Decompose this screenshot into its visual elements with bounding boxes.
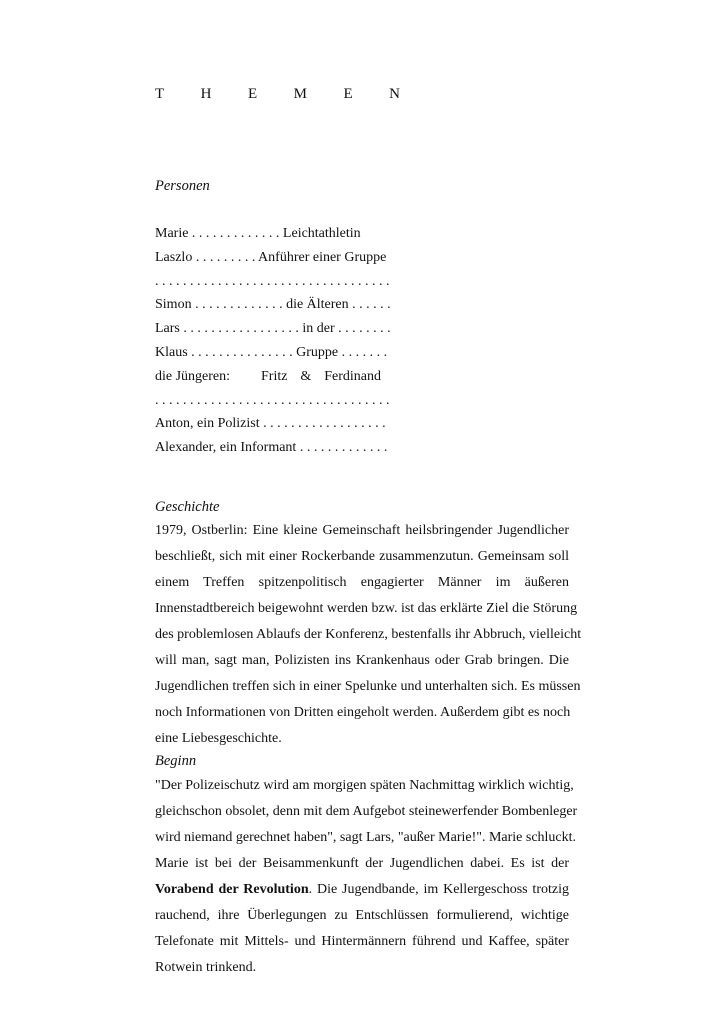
cast-name: Fritz	[261, 368, 288, 384]
document-title	[155, 86, 400, 103]
personen-heading: Personen	[155, 178, 210, 194]
paragraph-line: eine Liebesgeschichte.	[155, 731, 282, 746]
paragraph-line: rauchend, ihre Überlegungen zu Entschlüssen formulierend, wichtige	[155, 908, 569, 923]
title-letter: E	[343, 86, 353, 102]
cast-row: Laszlo . . . . . . . . . Anführer einer Gruppe	[155, 249, 387, 265]
paragraph-line: Rotwein trinkend.	[155, 960, 257, 975]
beginn-heading: Beginn	[155, 753, 197, 769]
paragraph-line: noch Informationen von Dritten eingeholt werden. Außerdem gibt es noch	[155, 705, 571, 720]
cast-row-juengeren	[155, 365, 381, 389]
paragraph-line: gleichschon obsolet, denn mit dem Aufgebot steinewerfender Bombenleger	[155, 804, 578, 819]
cast-row: . . . . . . . . . . . . . . . . . . . . . . . . . . . . . . . . . .	[155, 392, 390, 408]
paragraph-line: 1979, Ostberlin: Eine kleine Gemeinschaft heilsbringender Jugendlicher	[155, 523, 569, 538]
title-letter: N	[389, 86, 400, 102]
paragraph-line: "Der Polizeischutz wird am morgigen späten Nachmittag wirklich wichtig,	[155, 778, 574, 793]
paragraph-line: Innenstadtbereich beigewohnt werden bzw. ist das erklärte Ziel die Störung	[155, 601, 578, 616]
cast-label: die Jüngeren:	[155, 368, 231, 384]
paragraph-line: des problemlosen Ablaufs der Konferenz, bestenfalls ihr Abbruch, vielleicht	[155, 627, 582, 642]
geschichte-heading: Geschichte	[155, 499, 220, 515]
bold-phrase: Vorabend der Revolution	[155, 882, 309, 897]
paragraph-line: Marie ist bei der Beisammenkunft der Jugendlichen dabei. Es ist der	[155, 856, 569, 871]
cast-row: Anton, ein Polizist . . . . . . . . . . . . . . . . . .	[155, 416, 386, 432]
cast-row: Klaus . . . . . . . . . . . . . . . Gruppe . . . . . . .	[155, 344, 388, 360]
paragraph-line: beschließt, sich mit einer Rockerbande zusammenzutun. Gemeinsam soll	[155, 549, 569, 564]
paragraph-line-with-bold	[155, 877, 569, 903]
geschichte-paragraph	[155, 518, 582, 752]
cast-ampersand: &	[300, 368, 312, 384]
cast-row: Lars . . . . . . . . . . . . . . . . . in der . . . . . . . .	[155, 321, 391, 337]
cast-row: Alexander, ein Informant . . . . . . . . . . . . .	[155, 440, 388, 456]
paragraph-line: Telefonate mit Mittels- und Hintermännern führend und Kaffee, später	[155, 934, 569, 949]
title-letter: T	[155, 86, 165, 102]
paragraph-line: Jugendlichen treffen sich in einer Spelunke und unterhalten sich. Es müssen	[155, 679, 581, 694]
paragraph-line: einem Treffen spitzenpolitisch engagierter Männer im äußeren	[155, 575, 569, 590]
cast-list	[155, 222, 391, 460]
cast-row: Marie . . . . . . . . . . . . . Leichtathletin	[155, 226, 361, 241]
title-letter: M	[293, 86, 307, 102]
title-letter: H	[200, 86, 212, 102]
cast-row: . . . . . . . . . . . . . . . . . . . . . . . . . . . . . . . . . .	[155, 273, 390, 289]
juengeren-names	[261, 365, 381, 389]
after-bold-text: . Die Jugendbande, im Kellergeschoss trotzig	[308, 882, 569, 897]
cast-row: Simon . . . . . . . . . . . . . die Älteren . . . . . .	[155, 297, 391, 313]
cast-name: Ferdinand	[324, 368, 381, 384]
paragraph-line: wird niemand gerechnet haben", sagt Lars, "außer Marie!". Marie schluckt.	[155, 830, 577, 845]
paragraph-line: will man, sagt man, Polizisten ins Krankenhaus oder Grab bringen. Die	[155, 653, 569, 668]
beginn-paragraph	[155, 773, 578, 981]
title-letter: E	[247, 86, 258, 102]
